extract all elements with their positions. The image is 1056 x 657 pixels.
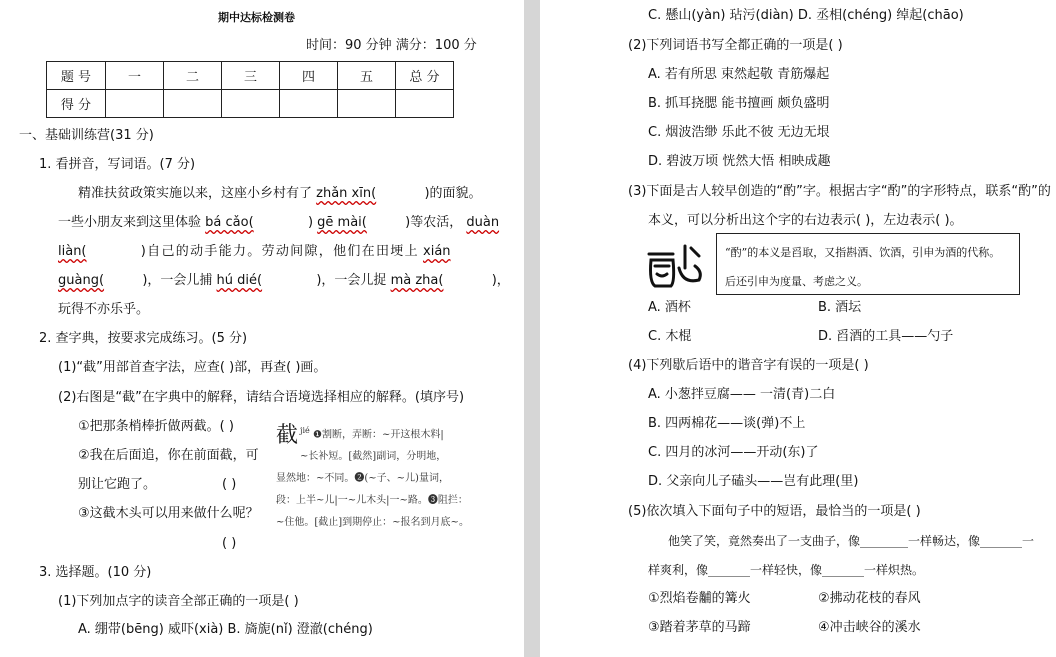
text: 精准扶贫政策实施以来，这座小乡村有了 <box>78 186 313 201</box>
score-header-cell: 题 号 <box>47 62 106 90</box>
score-input-cell[interactable] <box>222 90 280 118</box>
q3-5-passage-line-2: 样爽利，像_______一样轻快，像_______一样炽热。 <box>648 563 925 577</box>
q2-item-2b: 别让它跑了。 <box>78 477 157 492</box>
q2-title: 2. 查字典，按要求完成练习。(5 分) <box>39 331 248 346</box>
q3-5-option-4: ④冲击峡谷的溪水 <box>818 620 921 635</box>
q3-3-option-a: A. 酒杯 <box>648 300 691 315</box>
definition-box: “酌”的本义是舀取，又指斟酒、饮酒，引申为酒的代称。后还引申为度量、考虑之义。 <box>716 233 1020 295</box>
q1-line-5: 玩得不亦乐乎。 <box>58 302 150 317</box>
q3-3-option-d: D. 舀酒的工具——勺子 <box>818 329 954 344</box>
q3-part-5: (5)依次填入下面句子中的短语，最恰当的一项是( ) <box>628 504 921 519</box>
q2-item-2: ②我在后面追，你在前面截，可 <box>78 448 259 463</box>
score-header-cell: 四 <box>280 62 338 90</box>
q3-3-option-b: B. 酒坛 <box>818 300 862 315</box>
exam-title: 期中达标检测卷 <box>218 11 295 24</box>
text: )的面貌。 <box>424 186 482 201</box>
score-label-cell: 得 分 <box>47 90 106 118</box>
score-input-cell[interactable] <box>280 90 338 118</box>
q3-4-option-b: B. 四两棉花——谈(弹)不上 <box>648 416 806 431</box>
time-score-line: 时间：90 分钟 满分：100 分 <box>306 38 477 53</box>
q3-4-option-a: A. 小葱拌豆腐—— 一清(青)二白 <box>648 387 836 402</box>
q3-5-passage-line-1: 他笑了笑，竟然奏出了一支曲子，像________一样畅达，像_______一 <box>668 534 1035 548</box>
score-input-cell[interactable] <box>164 90 222 118</box>
right-page-lower <box>540 296 1056 657</box>
score-table-row <box>47 90 454 118</box>
q3-part-3b: 本义，可以分析出这个字的右边表示( )，左边表示( )。 <box>648 213 963 228</box>
score-header-cell: 五 <box>338 62 396 90</box>
q3-part-1-options-ab: A. 绷带(bēng) 威吓(xià) B. 旖旎(nǐ) 澄澈(chéng) <box>78 622 373 637</box>
score-header-cell: 二 <box>164 62 222 90</box>
q3-part-4: (4)下列歇后语中的谐音字有误的一项是( ) <box>628 358 869 373</box>
pinyin: hú dié( <box>216 273 263 288</box>
score-input-cell[interactable] <box>396 90 454 118</box>
pinyin: mà zha( <box>390 273 444 288</box>
q3-4-option-c: C. 四月的冰河——开动(东)了 <box>648 445 819 460</box>
q3-part-3: (3)下面是古人较早创造的“酌”字。根据古字“酌”的字形特点，联系“酌”的 <box>628 184 1051 199</box>
q2-part-2: (2)右图是“截”在字典中的解释，请结合语境选择相应的解释。(填序号) <box>58 390 465 405</box>
text: 一些小朋友来到这里体验 <box>58 215 202 230</box>
left-page <box>0 0 524 657</box>
score-input-cell[interactable] <box>106 90 164 118</box>
text: )， <box>491 273 510 288</box>
q3-1-options-cd: C. 懸山(yàn) 玷污(diàn) D. 丞相(chéng) 绰起(chāo) <box>648 8 964 23</box>
text: )自己的动手能力。劳动间隙，他们在田埂上 <box>140 244 419 259</box>
score-header-cell: 总 分 <box>396 62 454 90</box>
score-table-row <box>47 62 454 90</box>
pinyin: bá cǎo( <box>205 215 254 230</box>
q3-3-option-c: C. 木棍 <box>648 329 692 344</box>
q1-line-1 <box>78 186 482 202</box>
ancient-zhuo-glyph-icon <box>643 234 707 294</box>
dict-def: 段：上半~儿|一~儿木头|一~路。❸阻拦： <box>276 495 468 507</box>
score-table <box>46 61 454 118</box>
q3-2-option-b: B. 抓耳挠腮 能书擅画 颇负盛明 <box>648 96 830 111</box>
q3-5-option-1: ①烈焰卷黼的篝火 <box>648 591 751 606</box>
score-input-cell[interactable] <box>338 90 396 118</box>
q3-5-option-2: ②拂动花枝的春风 <box>818 591 921 606</box>
q2-part-1: (1)“截”用部首查字法，应查( )部，再查( )画。 <box>58 360 327 375</box>
q2-item-3: ③这截木头可以用来做什么呢？ <box>78 506 259 521</box>
q3-4-option-d: D. 父亲向儿子磕头——岂有此理(里) <box>648 474 859 489</box>
text: )，一会儿捉 <box>316 273 387 288</box>
answer-blank[interactable]: ( ) <box>222 536 237 551</box>
answer-blank[interactable]: ( ) <box>222 477 237 492</box>
dict-def: ~长补短。[截然]副词，分明地， <box>300 451 447 463</box>
text: )等农活， <box>405 215 463 230</box>
pinyin: duàn <box>466 215 500 230</box>
q3-title: 3. 选择题。(10 分) <box>39 565 152 580</box>
text: ) <box>307 215 314 230</box>
q3-part-2: (2)下列词语书写全都正确的一项是( ) <box>628 38 843 53</box>
pinyin: gē mài( <box>317 215 367 230</box>
section-1-heading: 一、基础训练营(31 分) <box>19 128 154 143</box>
q1-title: 1. 看拼音，写词语。(7 分) <box>39 157 196 172</box>
q1-line-4 <box>58 273 510 289</box>
dict-char: 截 <box>276 423 299 448</box>
dict-def: ~住他。[截止]到期停止：~报名到月底~。 <box>276 517 469 529</box>
dict-def: 显然地：~不同。❷(~子、~儿)量词， <box>276 473 449 485</box>
q1-line-2 <box>58 215 499 231</box>
pinyin: guàng( <box>58 273 105 288</box>
q3-part-1: (1)下列加点字的读音全部正确的一项是( ) <box>58 594 299 609</box>
q3-5-option-3: ③踏着茅草的马蹄 <box>648 620 751 635</box>
dict-pinyin: jié <box>300 426 310 435</box>
pinyin: xián <box>423 244 451 259</box>
q3-2-option-a: A. 若有所思 束然起敬 青筋爆起 <box>648 67 830 82</box>
text: )，一会儿捕 <box>142 273 213 288</box>
score-header-cell: 一 <box>106 62 164 90</box>
dictionary-entry <box>276 420 476 534</box>
q3-2-option-c: C. 烟波浩缈 乐此不彼 无边无垠 <box>648 125 830 140</box>
q1-line-3 <box>58 244 451 260</box>
score-header-cell: 三 <box>222 62 280 90</box>
pinyin: zhǎn xīn( <box>316 186 377 201</box>
q2-item-1: ①把那条梢棒折做两截。( ) <box>78 419 234 434</box>
q3-2-option-d: D. 碧波万顷 恍然大悟 相映成趣 <box>648 154 831 169</box>
pinyin: liàn( <box>58 244 87 259</box>
dict-def: ❶割断，弄断：~开这根木料| <box>312 429 444 441</box>
